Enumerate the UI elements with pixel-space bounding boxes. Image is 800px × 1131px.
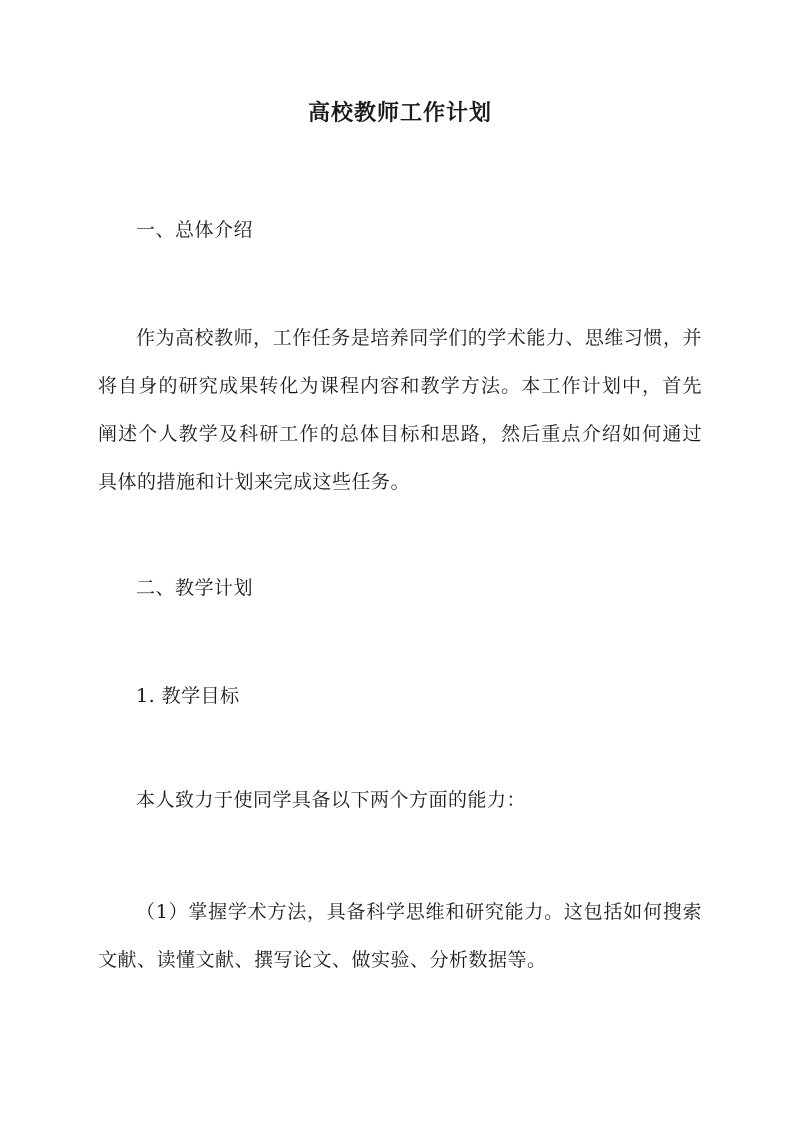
document-title: 高校教师工作计划 <box>307 100 492 126</box>
paragraph-overview: 作为高校教师，工作任务是培养同学们的学术能力、思维习惯，并将自身的研究成果转化为课程内容和教学方法。本工作计划中，首先阐述个人教学及科研工作的总体目标和思路，然后重点介绍如何通过具体的措施和计划来完成这些任务。 <box>98 327 702 493</box>
list-item-goal-1: （1）掌握学术方法，具备科学思维和研究能力。这包括如何搜索文献、读懂文献、撰写论文、做实验、分析数据等。 <box>98 901 702 971</box>
paragraph-goals-intro: 本人致力于使同学具备以下两个方面的能力： <box>136 789 527 811</box>
subsection-heading-teaching-goals: 1. 教学目标 <box>136 685 240 707</box>
section-heading-teaching-plan: 二、教学计划 <box>136 577 254 599</box>
section-heading-overview: 一、总体介绍 <box>136 219 254 241</box>
